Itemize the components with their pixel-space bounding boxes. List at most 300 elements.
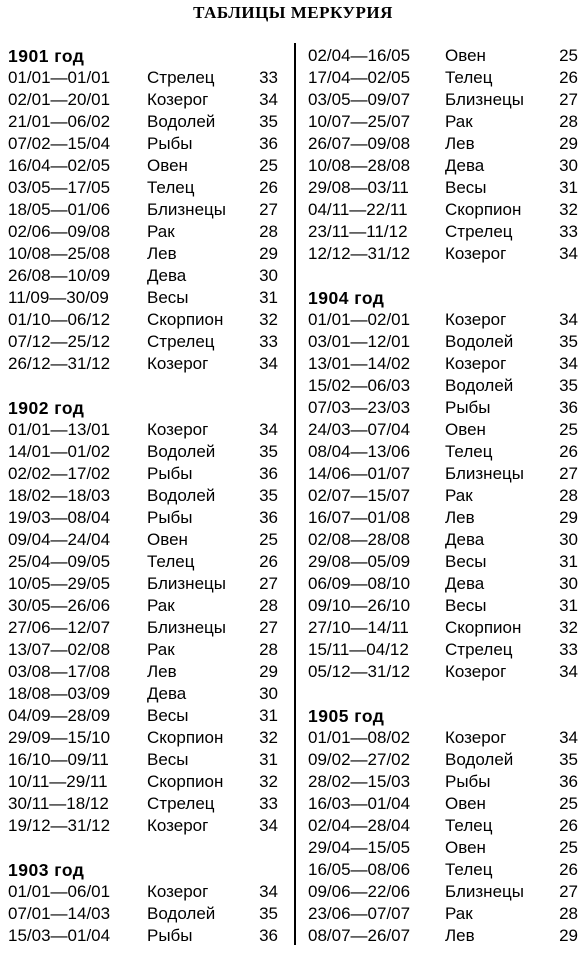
zodiac-sign: Водолей [147,904,216,923]
date-range: 01/01—06/01 [8,882,111,901]
sign-code: 31 [259,750,278,769]
zodiac-sign: Рыбы [147,926,193,945]
sign-code: 34 [259,90,278,109]
date-range: 06/09—08/10 [308,574,411,593]
sign-code: 31 [259,706,278,725]
table-row [308,155,578,177]
sign-code: 36 [559,772,578,791]
table-row [8,199,284,221]
table-row [8,221,284,243]
zodiac-sign: Близнецы [445,882,524,901]
zodiac-sign: Рак [147,596,175,615]
table-row [308,221,578,243]
table-row [308,177,578,199]
table-row [308,815,578,837]
date-range: 15/02—06/03 [308,376,411,395]
table-row [308,749,578,771]
zodiac-sign: Телец [147,552,195,571]
date-range: 14/06—01/07 [308,464,411,483]
date-range: 14/01—01/02 [8,442,111,461]
sign-code: 26 [559,442,578,461]
sign-code: 33 [259,794,278,813]
zodiac-sign: Стрелец [445,222,513,241]
sign-code: 34 [559,310,578,329]
zodiac-sign: Стрелец [147,332,215,351]
date-range: 09/10—26/10 [308,596,411,615]
date-range: 04/11—22/11 [308,200,408,219]
table-row [8,287,284,309]
table-row [8,661,284,683]
sign-code: 36 [259,464,278,483]
sign-code: 28 [259,596,278,615]
sign-code: 31 [559,178,578,197]
date-range: 01/01—13/01 [8,420,111,439]
date-range: 17/04—02/05 [308,68,411,87]
date-range: 02/02—17/02 [8,464,111,483]
sign-code: 35 [559,376,578,395]
table-row [8,353,284,375]
year-heading: 1901 год [8,46,85,66]
sign-code: 34 [259,354,278,373]
zodiac-sign: Телец [445,442,493,461]
zodiac-sign: Овен [445,838,486,857]
date-range: 23/11—11/12 [308,222,408,241]
sign-code: 36 [259,926,278,945]
date-range: 15/03—01/04 [8,926,111,945]
date-range: 11/09—30/09 [8,288,109,307]
table-row [8,89,284,111]
zodiac-sign: Близнецы [147,574,226,593]
zodiac-sign: Телец [147,178,195,197]
date-range: 13/07—02/08 [8,640,111,659]
date-range: 18/08—03/09 [8,684,111,703]
sign-code: 35 [259,442,278,461]
sign-code: 34 [259,816,278,835]
year-heading: 1903 год [8,860,85,880]
date-range: 07/03—23/03 [308,398,411,417]
sign-code: 28 [259,640,278,659]
table-row [8,925,284,947]
table-row [8,485,284,507]
table-row [308,771,578,793]
sign-code: 32 [259,728,278,747]
date-range: 16/10—09/11 [8,750,109,769]
zodiac-sign: Дева [445,574,485,593]
sign-code: 26 [559,68,578,87]
sign-code: 29 [559,134,578,153]
sign-code: 31 [559,596,578,615]
sign-code: 27 [259,200,278,219]
sign-code: 25 [259,530,278,549]
table-row [308,595,578,617]
table-row [308,661,578,683]
zodiac-sign: Козерог [445,244,507,263]
zodiac-sign: Скорпион [445,200,522,219]
date-range: 07/12—25/12 [8,332,111,351]
zodiac-sign: Козерог [147,882,209,901]
table-row [308,397,578,419]
zodiac-sign: Весы [147,706,189,725]
table-row [308,111,578,133]
date-range: 13/01—14/02 [308,354,411,373]
date-range: 01/01—02/01 [308,310,411,329]
sign-code: 35 [259,486,278,505]
date-range: 16/04—02/05 [8,156,111,175]
table-row [308,89,578,111]
zodiac-sign: Телец [445,816,493,835]
zodiac-sign: Козерог [445,728,507,747]
zodiac-sign: Рыбы [445,772,491,791]
date-range: 07/01—14/03 [8,904,111,923]
table-row [308,419,578,441]
date-range: 04/09—28/09 [8,706,111,725]
zodiac-sign: Скорпион [147,772,224,791]
zodiac-sign: Рыбы [147,464,193,483]
date-range: 01/01—01/01 [8,68,111,87]
zodiac-sign: Стрелец [445,640,513,659]
sign-code: 32 [259,310,278,329]
date-range: 02/01—20/01 [8,90,111,109]
zodiac-sign: Телец [445,68,493,87]
zodiac-sign: Близнецы [147,618,226,637]
date-range: 03/01—12/01 [308,332,411,351]
zodiac-sign: Рак [147,640,175,659]
zodiac-sign: Козерог [445,662,507,681]
zodiac-sign: Лев [147,662,177,681]
sign-code: 34 [559,354,578,373]
table-row [8,309,284,331]
sign-code: 26 [559,860,578,879]
table-row [8,155,284,177]
zodiac-sign: Телец [445,860,493,879]
zodiac-sign: Весы [147,288,189,307]
date-range: 09/06—22/06 [308,882,411,901]
sign-code: 34 [559,662,578,681]
date-range: 03/08—17/08 [8,662,111,681]
sign-code: 29 [559,926,578,945]
sign-code: 26 [559,816,578,835]
table-row [308,243,578,265]
zodiac-sign: Скорпион [445,618,522,637]
date-range: 19/12—31/12 [8,816,111,835]
date-range: 02/06—09/08 [8,222,111,241]
sign-code: 35 [559,750,578,769]
date-range: 10/08—25/08 [8,244,111,263]
zodiac-sign: Водолей [445,376,514,395]
table-row [308,309,578,331]
table-row [8,177,284,199]
zodiac-sign: Близнецы [147,200,226,219]
table-row [8,617,284,639]
date-range: 27/10—14/11 [308,618,409,637]
date-range: 03/05—17/05 [8,178,111,197]
table-row [308,617,578,639]
table-row [8,265,284,287]
sign-code: 30 [559,156,578,175]
sign-code: 35 [259,904,278,923]
table-row [308,551,578,573]
date-range: 18/05—01/06 [8,200,111,219]
sign-code: 28 [259,222,278,241]
table-row [308,67,578,89]
date-range: 25/04—09/05 [8,552,111,571]
zodiac-sign: Козерог [147,420,209,439]
table-row [308,331,578,353]
table-row [8,573,284,595]
sign-code: 30 [259,266,278,285]
zodiac-sign: Дева [147,684,187,703]
table-row [308,529,578,551]
zodiac-sign: Лев [445,926,475,945]
sign-code: 27 [559,90,578,109]
zodiac-sign: Весы [445,596,487,615]
sign-code: 25 [559,794,578,813]
date-range: 10/05—29/05 [8,574,111,593]
table-row [8,507,284,529]
zodiac-sign: Рак [445,486,473,505]
right-column [308,45,578,947]
zodiac-sign: Козерог [147,90,209,109]
zodiac-sign: Весы [445,552,487,571]
table-row [308,133,578,155]
date-range: 12/12—31/12 [308,244,411,263]
table-row [8,529,284,551]
sign-code: 29 [559,508,578,527]
zodiac-sign: Рак [147,222,175,241]
date-range: 30/11—18/12 [8,794,109,813]
table-row [308,903,578,925]
date-range: 01/01—08/02 [308,728,411,747]
sign-code: 25 [559,838,578,857]
zodiac-sign: Лев [445,508,475,527]
table-row [308,353,578,375]
zodiac-sign: Дева [445,156,485,175]
table-row [308,375,578,397]
table-row [8,111,284,133]
date-range: 28/02—15/03 [308,772,411,791]
date-range: 16/05—08/06 [308,860,411,879]
left-column [8,45,284,947]
date-range: 16/03—01/04 [308,794,411,813]
date-range: 24/03—07/04 [308,420,411,439]
sign-code: 29 [259,244,278,263]
page-title: ТАБЛИЦЫ МЕРКУРИЯ [193,3,393,22]
zodiac-sign: Близнецы [445,464,524,483]
date-range: 27/06—12/07 [8,618,111,637]
sign-code: 34 [259,420,278,439]
table-row [8,419,284,441]
table-row [8,771,284,793]
sign-code: 32 [559,618,578,637]
sign-code: 36 [559,398,578,417]
zodiac-sign: Рыбы [445,398,491,417]
table-row [308,925,578,947]
zodiac-sign: Водолей [445,750,514,769]
zodiac-sign: Овен [445,794,486,813]
table-row [8,749,284,771]
sign-code: 28 [559,486,578,505]
table-row [308,463,578,485]
date-range: 18/02—18/03 [8,486,111,505]
year-heading: 1904 год [308,288,385,308]
zodiac-sign: Стрелец [147,794,215,813]
zodiac-sign: Козерог [445,354,507,373]
date-range: 26/08—10/09 [8,266,111,285]
zodiac-sign: Скорпион [147,310,224,329]
table-row [8,551,284,573]
table-row [308,485,578,507]
table-row [8,441,284,463]
table-row [308,881,578,903]
sign-code: 34 [559,244,578,263]
block-gap [8,375,284,397]
sign-code: 28 [559,904,578,923]
sign-code: 31 [559,552,578,571]
date-range: 09/04—24/04 [8,530,111,549]
sign-code: 27 [559,464,578,483]
block-gap [8,837,284,859]
date-range: 15/11—04/12 [308,640,409,659]
date-range: 05/12—31/12 [308,662,411,681]
date-range: 29/08—05/09 [308,552,411,571]
table-row [308,507,578,529]
year-heading: 1902 год [8,398,85,418]
sign-code: 34 [559,728,578,747]
table-row [8,639,284,661]
table-row [8,133,284,155]
table-row [8,793,284,815]
table-row [308,199,578,221]
sign-code: 26 [259,178,278,197]
table-row [8,463,284,485]
zodiac-sign: Дева [445,530,485,549]
table-row [308,639,578,661]
zodiac-sign: Овен [147,530,188,549]
sign-code: 27 [259,574,278,593]
date-range: 10/08—28/08 [308,156,411,175]
date-range: 23/06—07/07 [308,904,411,923]
sign-code: 26 [259,552,278,571]
date-range: 29/04—15/05 [308,838,411,857]
year-heading: 1905 год [308,706,385,726]
zodiac-sign: Дева [147,266,187,285]
zodiac-sign: Лев [147,244,177,263]
date-range: 19/03—08/04 [8,508,111,527]
sign-code: 27 [259,618,278,637]
zodiac-sign: Рыбы [147,134,193,153]
zodiac-sign: Козерог [445,310,507,329]
sign-code: 28 [559,112,578,131]
zodiac-sign: Рак [445,904,473,923]
sign-code: 30 [259,684,278,703]
zodiac-sign: Скорпион [147,728,224,747]
date-range: 21/01—06/02 [8,112,111,131]
table-row [308,793,578,815]
sign-code: 25 [259,156,278,175]
date-range: 26/07—09/08 [308,134,411,153]
date-range: 02/04—28/04 [308,816,411,835]
table-row [8,243,284,265]
date-range: 02/08—28/08 [308,530,411,549]
table-row [8,331,284,353]
sign-code: 33 [259,332,278,351]
table-row [8,903,284,925]
date-range: 10/07—25/07 [308,112,411,131]
sign-code: 35 [259,112,278,131]
sign-code: 33 [559,222,578,241]
zodiac-sign: Овен [147,156,188,175]
sign-code: 25 [559,420,578,439]
sign-code: 36 [259,508,278,527]
table-row [308,727,578,749]
zodiac-sign: Водолей [147,486,216,505]
zodiac-sign: Овен [445,420,486,439]
date-range: 07/02—15/04 [8,134,111,153]
table-row [308,859,578,881]
table-row [8,727,284,749]
table-row [8,67,284,89]
date-range: 30/05—26/06 [8,596,111,615]
date-range: 02/04—16/05 [308,46,411,65]
block-gap [308,265,578,287]
sign-code: 29 [259,662,278,681]
table-row [8,595,284,617]
zodiac-sign: Весы [445,178,487,197]
date-range: 08/07—26/07 [308,926,411,945]
zodiac-sign: Водолей [147,442,216,461]
zodiac-sign: Близнецы [445,90,524,109]
column-divider [294,43,296,945]
sign-code: 25 [559,46,578,65]
date-range: 16/07—01/08 [308,508,411,527]
sign-code: 33 [559,640,578,659]
zodiac-sign: Лев [445,134,475,153]
sign-code: 35 [559,332,578,351]
sign-code: 27 [559,882,578,901]
sign-code: 32 [259,772,278,791]
table-row [8,881,284,903]
zodiac-sign: Весы [147,750,189,769]
table-row [8,815,284,837]
table-row [308,45,578,67]
sign-code: 34 [259,882,278,901]
sign-code: 30 [559,530,578,549]
date-range: 02/07—15/07 [308,486,411,505]
sign-code: 30 [559,574,578,593]
table-row [308,573,578,595]
zodiac-sign: Козерог [147,816,209,835]
zodiac-sign: Рак [445,112,473,131]
date-range: 08/04—13/06 [308,442,411,461]
date-range: 09/02—27/02 [308,750,411,769]
date-range: 10/11—29/11 [8,772,108,791]
zodiac-sign: Водолей [147,112,216,131]
date-range: 03/05—09/07 [308,90,411,109]
zodiac-sign: Рыбы [147,508,193,527]
zodiac-sign: Стрелец [147,68,215,87]
sign-code: 32 [559,200,578,219]
date-range: 29/08—03/11 [308,178,409,197]
table-row [308,837,578,859]
date-range: 29/09—15/10 [8,728,111,747]
sign-code: 36 [259,134,278,153]
table-row [308,441,578,463]
zodiac-sign: Водолей [445,332,514,351]
date-range: 26/12—31/12 [8,354,111,373]
zodiac-sign: Овен [445,46,486,65]
table-row [8,705,284,727]
block-gap [308,683,578,705]
